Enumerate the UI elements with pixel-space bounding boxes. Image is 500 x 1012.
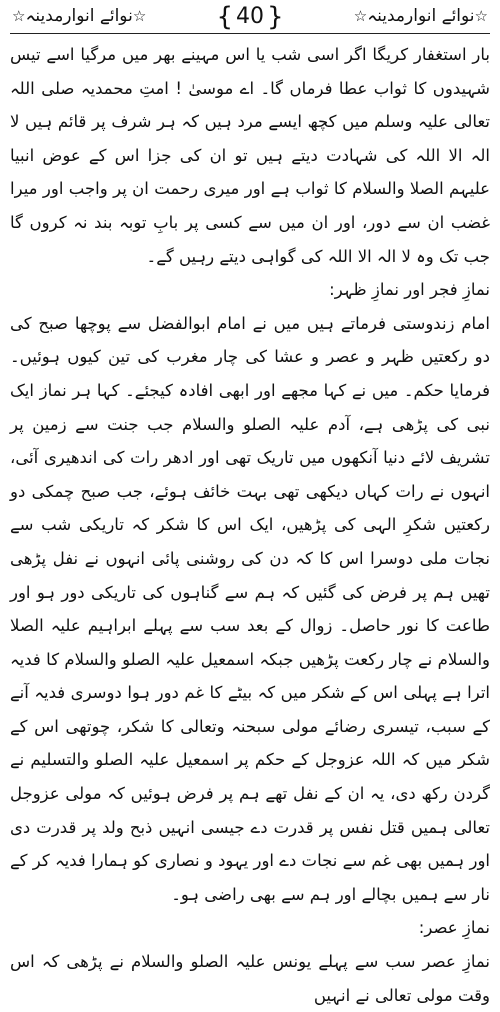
- running-title-right: [354, 6, 488, 26]
- page-number: 40: [236, 4, 264, 29]
- header-divider: [10, 33, 490, 34]
- star-outline-icon: ☆: [474, 7, 488, 25]
- paragraph: نمازِ عصر سب سے پہلے یونس علیہ الصلو والسلام نے پڑھی کہ اس وقت مولی تعالی نے انہیں: [10, 952, 490, 1005]
- running-title-left-text: نوائے انوارمدینہ: [25, 6, 133, 26]
- page-number-box: [216, 3, 283, 31]
- page-header: [10, 0, 490, 36]
- page-body: [10, 38, 490, 1012]
- paragraph: بار استغفار کریگا اگر اسی شب یا اس مہینے بھر میں مرگیا اسے تیس شہیدوں کا ثواب عطا فرماں گا۔ اے موسیٰ ! امتِ محمدیہ صلی اللہ تعالی علیہ وسلم میں کچھ ایسے مرد ہیں کہ ہر شرف پر قائم ہیں لا الہ الا اللہ کی شہادت دیتے ہیں تو ان کی جزا اس کے عوض انبیا علیہم الصلا والسلام کا ثواب ہے اور میری رحمت ان پر واجب اور میرا غضب ان سے دور، اور ان میں سے کسی پر بابِ توبہ بند نہ کروں گا جب تک وہ لا الہ الا اللہ کی گواہی دیتے رہیں گے۔: [10, 45, 490, 266]
- section-heading: نمازِ فجر اور نمازِ ظہر:: [329, 280, 490, 300]
- paragraph: امام زندوستی فرماتے ہیں میں نے امام ابوالفضل سے پوچھا صبح کی دو رکعتیں ظہر و عصر و عشا کی چار مغرب کی تین کیوں ہوئیں۔ فرمایا حکم۔ میں نے کہا مجھے اور ابھی افادہ کیجئے۔ کہا ہر نماز ایک نبی کی پڑھی ہے، آدم علیہ الصلو والسلام جب جنت سے زمین پر تشریف لائے دنیا آنکھوں میں تاریک تھی اور ادھر رات کی اندھیری آئی، انہوں نے رات کہاں دیکھی تھی بہت خائف ہوئے، جب صبح چمکی دو رکعتیں شکرِ الہی کی پڑھیں، ایک اس کا شکر کہ تاریکی شب سے نجات ملی دوسرا اس کا کہ دن کی روشنی پائی انہوں نے نفل پڑھی تھیں ہم پر فرض کی گئیں کہ ہم سے گناہوں کی تاریکی دور ہو اور طاعت کا نور حاصل۔ زوال کے بعد سب سے پہلے ابراہیم علیہ الصلا والسلام نے چار رکعت پڑھیں جبکہ اسمعیل علیہ الصلو والسلام کا فدیہ اترا ہے پہلی اس کے شکر میں کہ بیٹے کا غم دور ہوا دوسری فدیہ آنے کے سبب، تیسری رضائے مولی سبحنہ وتعالی کا شکر، چوتھی اس کے شکر میں کہ اللہ عزوجل کے حکم پر اسمعیل علیہ الصلو والتسلیم نے گردن رکھ دی، یہ ان کے نفل تھے ہم پر فرض ہوئیں کہ مولی عزوجل تعالی ہمیں قتل نفس پر قدرت دے جیسی انہیں ذبح ولد پر قدرت دی اور ہمیں بھی غم سے نجات دے اور یہود و نصاری کو ہمارا فدیہ کر کے نار سے ہمیں بچالے اور ہم سے بھی راضی ہو۔: [10, 313, 490, 904]
- running-title-left: [12, 6, 146, 26]
- running-title-right-text: نوائے انوارمدینہ: [367, 6, 475, 26]
- right-brace-icon: }: [267, 2, 284, 32]
- section-heading: نمازِ عصر:: [418, 918, 490, 938]
- star-outline-icon: ☆: [132, 7, 147, 25]
- star-outline-icon: ☆: [353, 7, 368, 25]
- star-outline-icon: ☆: [12, 7, 26, 25]
- left-brace-icon: {: [216, 2, 233, 32]
